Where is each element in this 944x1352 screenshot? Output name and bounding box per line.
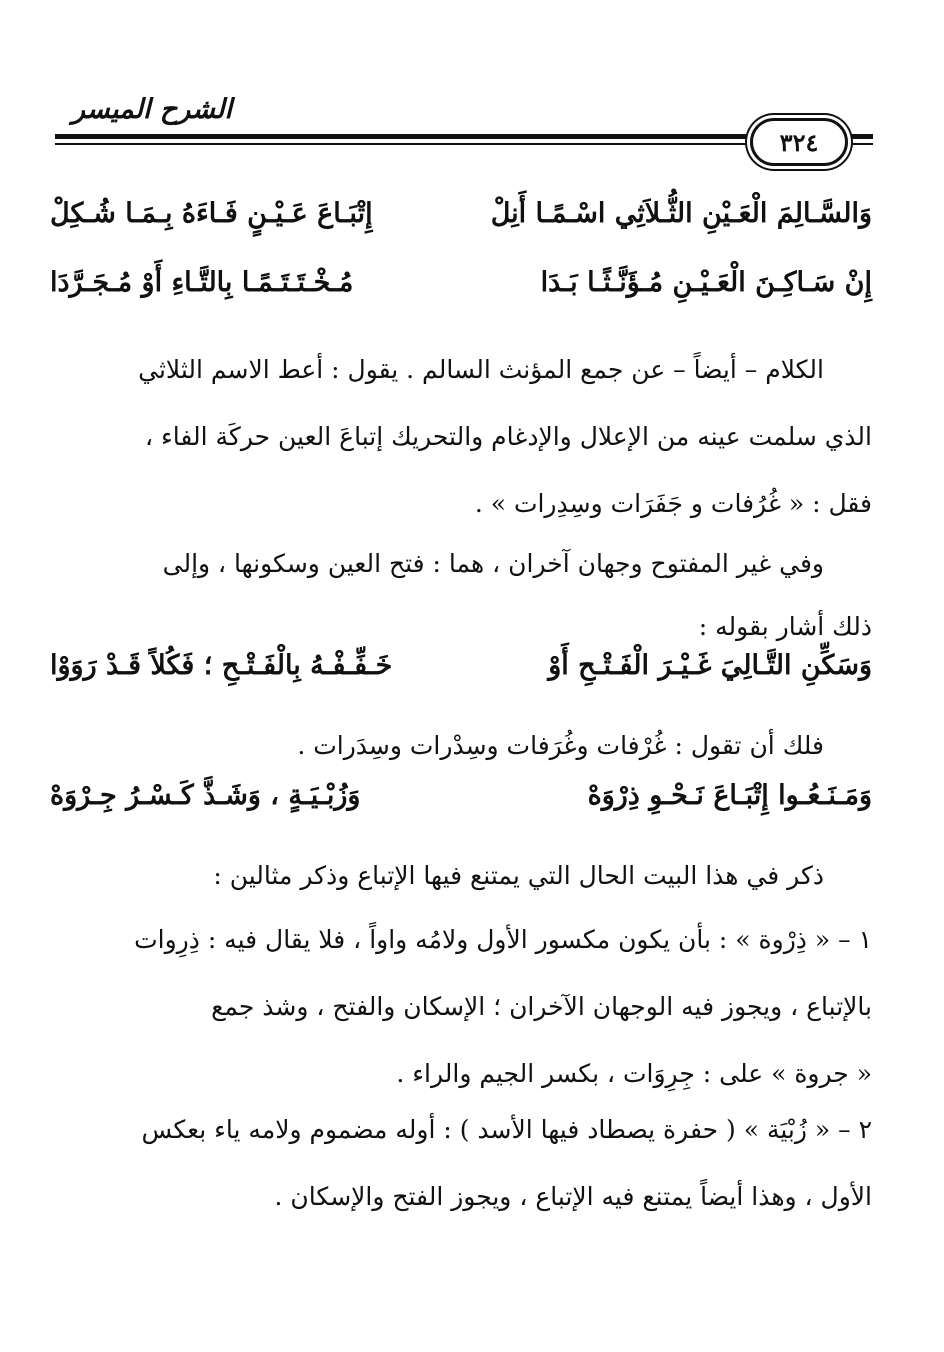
- verse-1-first-hemistich: وَالسَّـالِمَ الْعَـيْنِ الثُّـلاَثِي اسْـمًـا أَنِلْ: [490, 198, 872, 229]
- verse-line-4: [50, 780, 872, 830]
- verse-2-first-hemistich: إِنْ سَـاكِـنَ الْعَـيْـنِ مُـؤَنَّـثًـا بَـدَا: [540, 267, 872, 298]
- paragraph-1-line-2: الذي سلمت عينه من الإعلال والإدغام والتحريك إتباعَ العين حركَة الفاء ،: [144, 422, 872, 451]
- paragraph-4-line-1: ذكر في هذا البيت الحال التي يمتنع فيها الإتباع وذكر مثالين :: [213, 861, 824, 890]
- paragraph-5-line-3: « جروة » على : جِرِوَات ، بكسر الجيم والراء .: [396, 1059, 872, 1088]
- paragraph-5: [50, 906, 872, 1107]
- paragraph-3-line-1: فلك أن تقول : غُرْفات وغُرَفات وسِدْرات وسِدَرات .: [297, 731, 824, 760]
- paragraph-2: [50, 530, 872, 657]
- paragraph-2-line-1: وفي غير المفتوح وجهان آخران ، هما : فتح العين وسكونها ، وإلى: [162, 549, 824, 578]
- header-rule-thin: [55, 143, 755, 145]
- running-head-title: الشرح الميسر: [71, 94, 232, 125]
- paragraph-1-line-3: فقل : « غُرُفات و جَفَرَات وسِدِرات » .: [474, 489, 872, 518]
- paragraph-3: [50, 712, 872, 779]
- paragraph-5-line-1: ١ – « ذِرْوة » : بأن يكون مكسور الأول ولامُه واواً ، فلا يقال فيه : ذِرِوات: [134, 925, 872, 954]
- verse-3-second-hemistich: خَـفِّـفْـهُ بِالْفَـتْـحِ ؛ فَكُلاً قَـدْ رَوَوْا: [50, 650, 393, 681]
- header-rule-thick: [55, 134, 755, 139]
- paragraph-5-line-2: بالإتباع ، ويجوز فيه الوجهان الآخران ؛ الإسكان والفتح ، وشذ جمع: [211, 992, 872, 1021]
- verse-3-first-hemistich: وَسَكِّنِ التَّـالِيَ غَـيْـرَ الْفَـتْـحِ أَوْ: [548, 650, 872, 681]
- verse-line-3: [50, 650, 872, 700]
- verse-1-second-hemistich: إِتْبَـاعَ عَـيْـنٍ فَـاءَهُ بِـمَـا شُـكِلْ: [50, 198, 373, 229]
- paragraph-2-line-2: ذلك أشار بقوله :: [698, 612, 872, 641]
- paragraph-1: [50, 336, 872, 537]
- verse-2-second-hemistich: مُـخْـتَـتَـمًـا بِالتَّـاءِ أَوْ مُـجَـرَّدَا: [50, 267, 354, 298]
- paragraph-1-line-1: الكلام – أيضاً – عن جمع المؤنث السالم . يقول : أعط الاسم الثلاثي: [138, 355, 824, 384]
- page-number-badge: [750, 118, 848, 166]
- paragraph-4: [50, 842, 872, 909]
- paragraph-6: [50, 1096, 872, 1230]
- verse-line-1: [50, 198, 872, 248]
- verse-line-2: [50, 267, 872, 317]
- paragraph-6-line-1: ٢ – « زُبْيَة » ( حفرة يصطاد فيها الأسد ) : أوله مضموم ولامه ياء بعكس: [141, 1115, 872, 1144]
- paragraph-6-line-2: الأول ، وهذا أيضاً يمتنع فيه الإتباع ، ويجوز الفتح والإسكان .: [274, 1182, 872, 1211]
- verse-4-first-hemistich: وَمَـنَـعُـوا إِتْبَـاعَ نَـحْـوِ ذِرْوَهْ: [587, 780, 872, 811]
- page-number: ٣٢٤: [779, 127, 819, 157]
- verse-4-second-hemistich: وَزُبْـيَـةٍ ، وَشَـذَّ كَـسْـرُ جِـرْوَهْ: [50, 780, 361, 811]
